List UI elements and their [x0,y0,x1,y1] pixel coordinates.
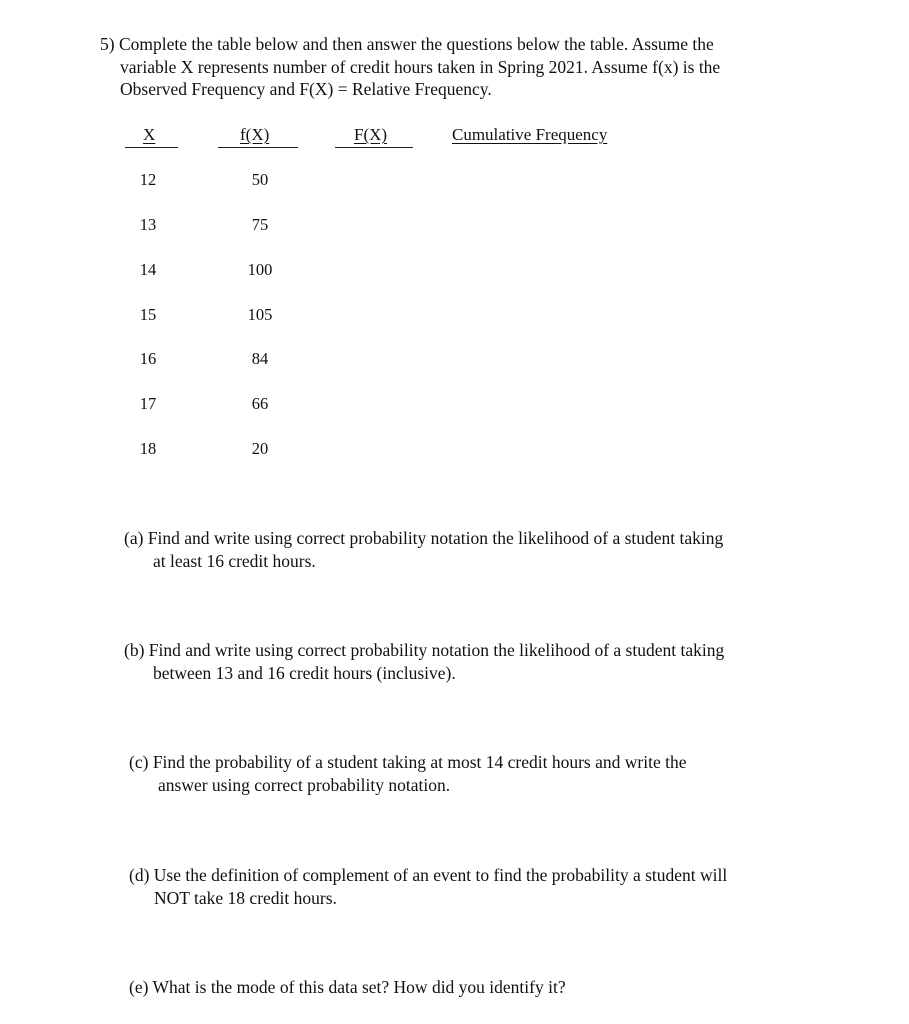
header-cumulative-frequency: Cumulative Frequency [452,125,608,144]
question-label: (a) [124,528,144,548]
header-x: X [143,125,156,144]
intro-line-2: variable X represents number of credit hours taken in Spring 2021. Assume f(x) is the [120,56,721,77]
table-cell-fx: 105 [247,305,273,324]
intro-text-1: Complete the table below and then answer the questions below the table. Assume the [118,34,714,54]
question-d [129,864,829,909]
question-text-cont: between 13 and 16 credit hours (inclusive). [153,662,456,683]
intro-line-1 [100,33,820,56]
header-fx: f(X) [240,125,270,144]
question-c [129,751,829,796]
question-text-cont: at least 16 credit hours. [153,550,316,571]
table-cell-fx: 75 [251,215,269,234]
header-rule-relfx [335,147,413,148]
question-text: Find the probability of a student taking at most 14 credit hours and write the [152,752,687,772]
question-text: Find and write using correct probability notation the likelihood of a student taking [148,640,725,660]
question-label: (c) [129,752,149,772]
problem-number: 5) [100,34,115,54]
table-cell-x: 17 [139,394,157,413]
table-cell-x: 18 [139,439,157,458]
table-cell-x: 15 [139,305,157,324]
table-cell-x: 13 [139,215,157,234]
intro-line-3: Observed Frequency and F(X) = Relative Frequency. [120,79,492,99]
question-text: Find and write using correct probability notation the likelihood of a student taking [147,528,724,548]
table-cell-fx: 84 [251,349,269,368]
header-rule-x [125,147,178,148]
question-text: Use the definition of complement of an event to find the probability a student will [153,865,728,885]
table-cell-x: 14 [139,260,157,279]
question-text-cont: answer using correct probability notation. [158,774,451,795]
question-b [124,639,824,684]
table-cell-fx: 20 [251,439,269,458]
question-e [129,976,829,999]
question-text: What is the mode of this data set? How did you identify it? [152,977,566,997]
table-cell-fx: 50 [251,170,269,189]
table-cell-x: 12 [139,170,157,189]
question-a [124,527,824,572]
question-text-cont: NOT take 18 credit hours. [154,887,337,908]
header-relative-frequency: F(X) [354,125,388,144]
table-cell-x: 16 [139,349,157,368]
header-rule-fx [218,147,298,148]
question-label: (e) [129,977,149,997]
question-label: (d) [129,865,150,885]
table-cell-fx: 66 [251,394,269,413]
problem-intro [100,33,820,101]
question-label: (b) [124,640,145,660]
table-cell-fx: 100 [247,260,273,279]
